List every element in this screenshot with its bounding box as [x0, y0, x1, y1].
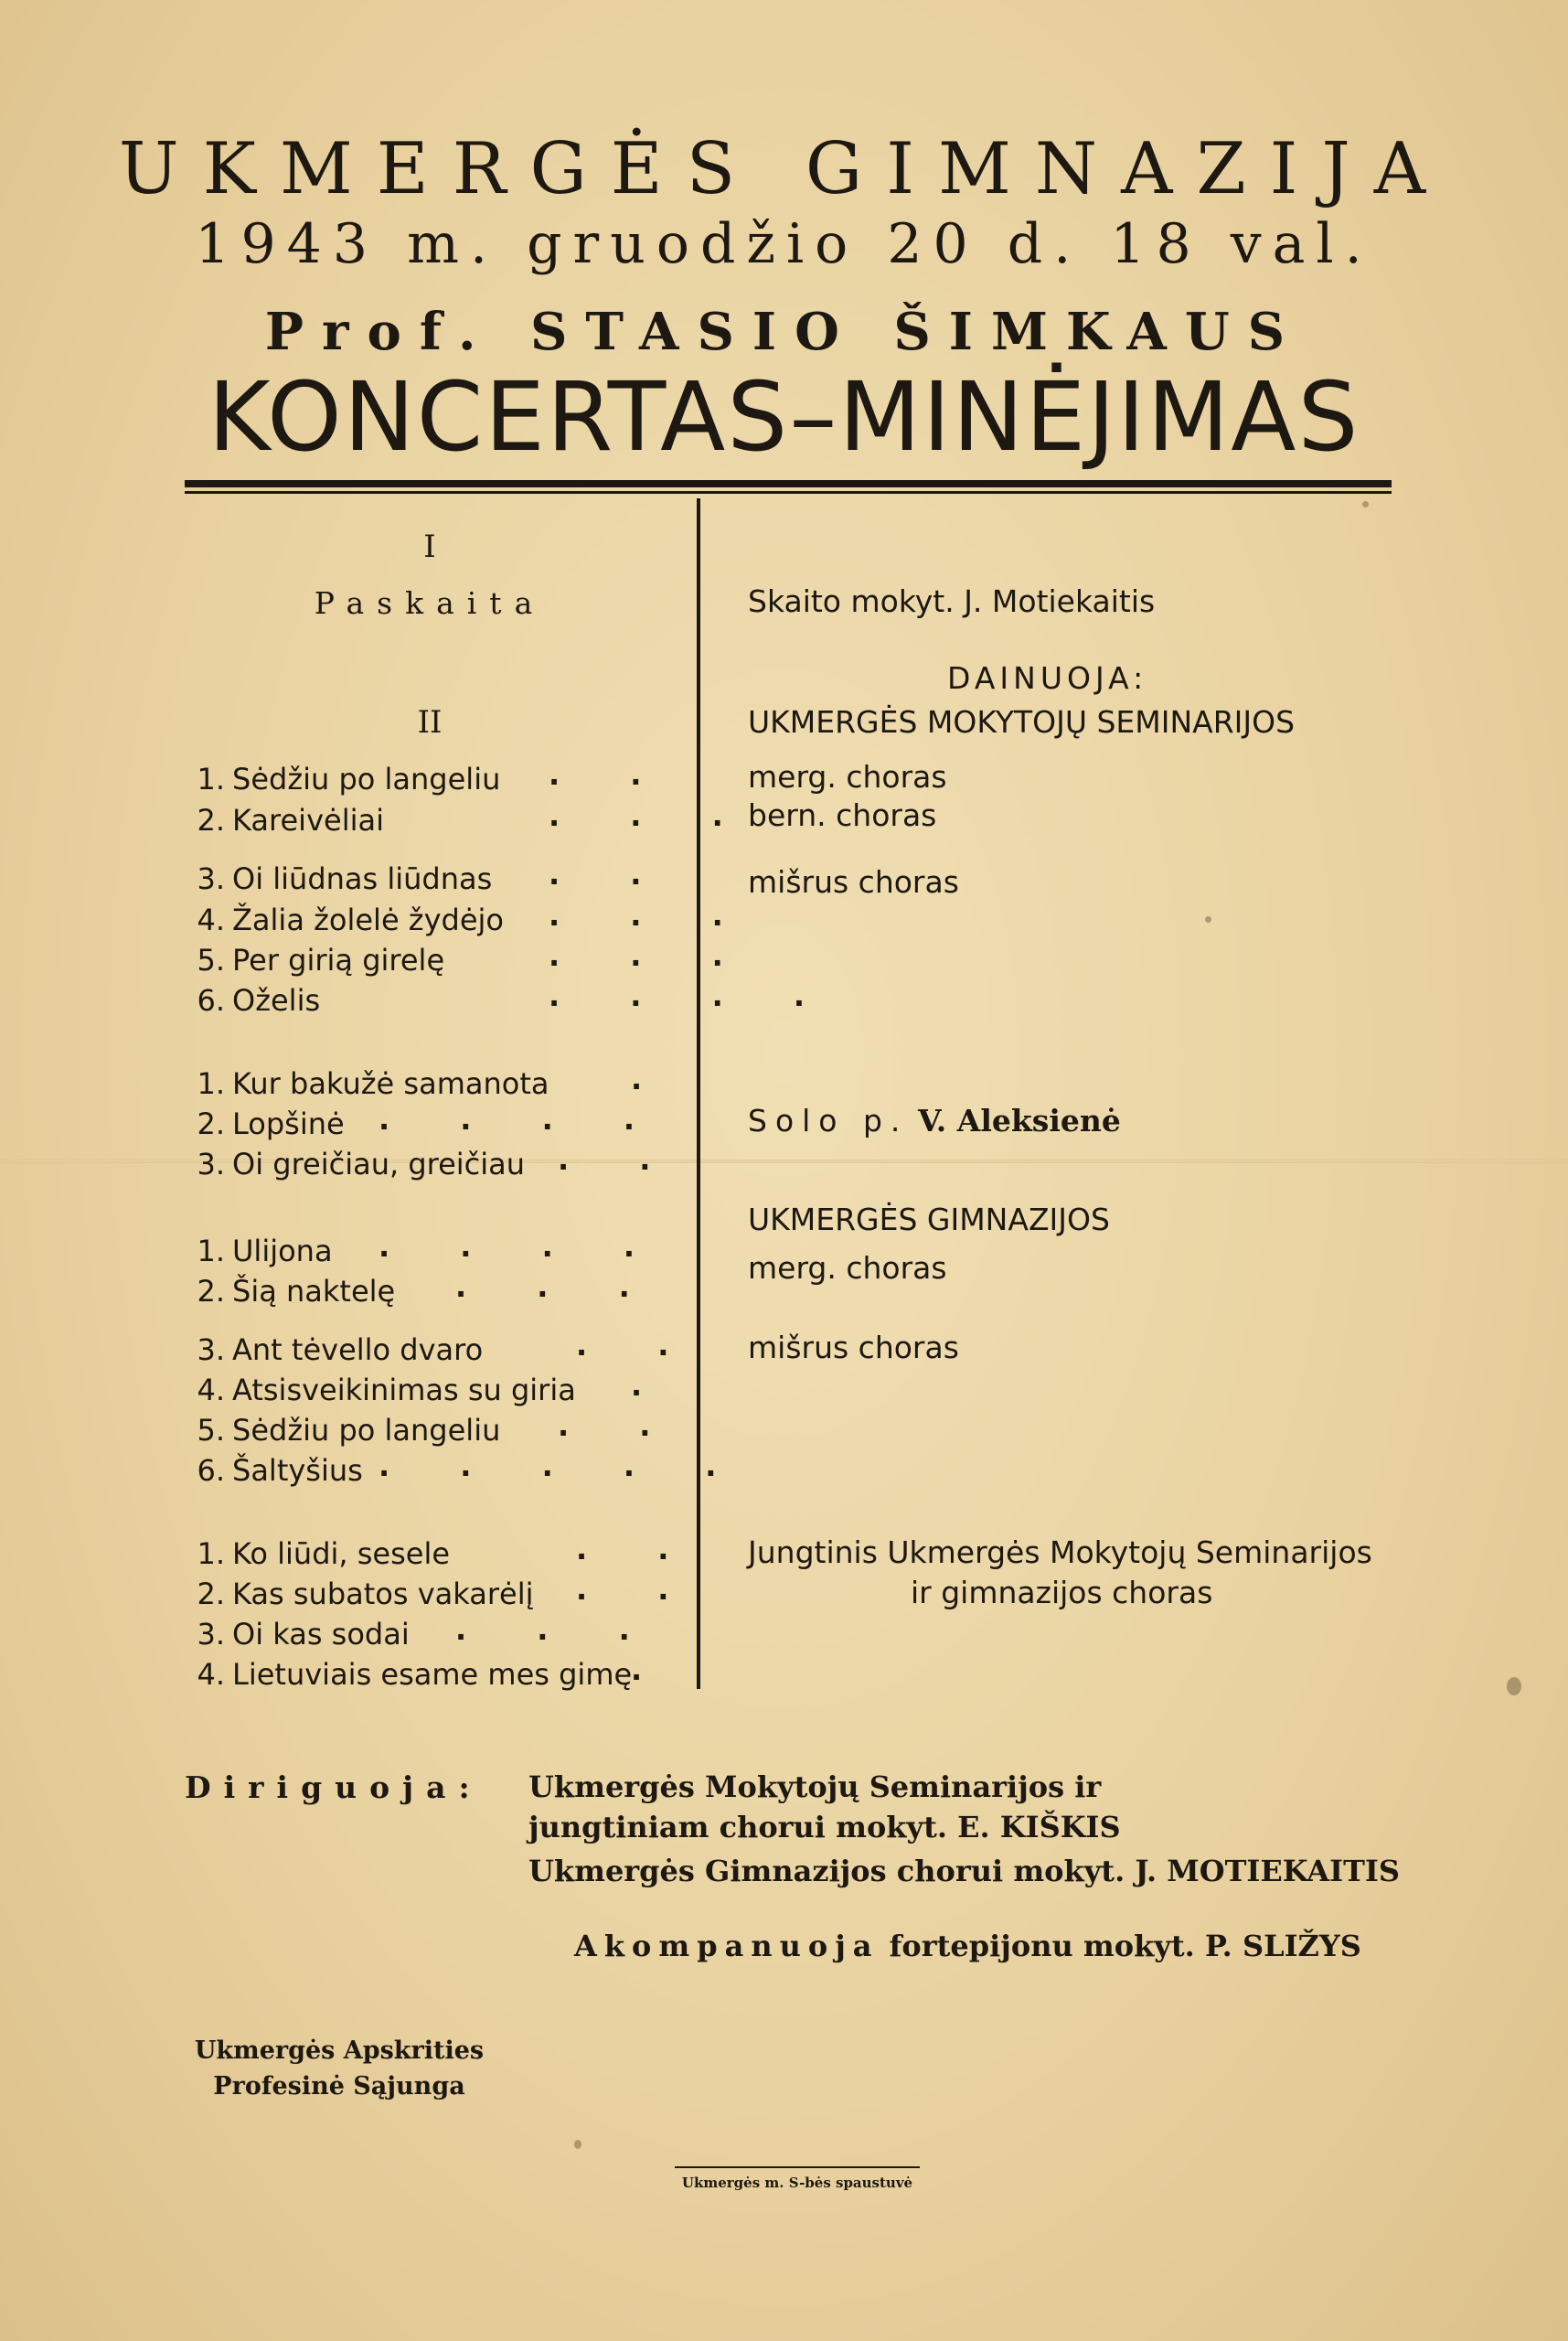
- conductor-line: Ukmergės Gimnazijos chorui mokyt. J. MOTIEKAITIS: [528, 1854, 1400, 1888]
- dot-leader: .: [631, 1062, 673, 1096]
- dot-leader: . .: [558, 1408, 681, 1443]
- concert-date: 1943 m. gruodžio 20 d. 18 val.: [195, 212, 1373, 276]
- program-item: 4. Žalia žolelė žydėjo: [197, 903, 504, 937]
- program-item: 5. Per girią girelę: [197, 943, 445, 978]
- performer-line: merg. choras: [748, 759, 947, 795]
- program-item: 3. Oi kas sodai: [197, 1617, 410, 1652]
- program-item: 5. Sėdžiu po langeliu: [197, 1413, 501, 1448]
- dot-leader: . .: [576, 1572, 699, 1607]
- dot-leader: . . .: [455, 1612, 660, 1647]
- part-one-numeral: I: [423, 529, 436, 565]
- dot-leader: . . . .: [549, 978, 836, 1013]
- column-divider: [697, 498, 700, 1689]
- performer-line: merg. choras: [748, 1250, 947, 1286]
- conductor-line: jungtiniam chorui mokyt. E. KIŠKIS: [528, 1810, 1121, 1844]
- paper-speck: [1205, 916, 1211, 923]
- concert-title: KONCERTAS–MINĖJIMAS: [208, 361, 1360, 473]
- program-item: 4. Atsisveikinimas su giria: [197, 1373, 576, 1407]
- soloist: Solo p. V. Aleksienė: [748, 1103, 1121, 1138]
- printer-credit: Ukmergės m. S-bės spaustuvė: [681, 2175, 913, 2191]
- dot-leader: . . .: [549, 938, 753, 973]
- accompanist: Akompanuoja fortepijonu mokyt. P. SLIŽYS: [574, 1929, 1361, 1963]
- program-item: 1. Ko liūdi, sesele: [197, 1536, 451, 1571]
- paper-speck: [1507, 1677, 1521, 1695]
- title-rule-thick: [185, 480, 1392, 487]
- composer-name: Prof. STASIO ŠIMKAUS: [264, 302, 1304, 362]
- conductor-line: Ukmergės Mokytojų Seminarijos ir: [528, 1769, 1102, 1804]
- program-item: 6. Šaltyšius: [197, 1453, 363, 1488]
- program-item: 2. Šią naktelę: [197, 1274, 396, 1309]
- sings-group: UKMERGĖS MOKYTOJŲ SEMINARIJOS: [748, 704, 1296, 740]
- performer-line: ir gimnazijos choras: [911, 1575, 1213, 1610]
- performer-line: mišrus choras: [748, 864, 959, 900]
- organizer-line: Profesinė Sąjunga: [213, 2072, 465, 2100]
- dot-leader: . .: [576, 1532, 699, 1566]
- program-item: 3. Ant tėvello dvaro: [197, 1332, 484, 1367]
- paper-speck: [1362, 501, 1369, 508]
- program-item: 3. Oi greičiau, greičiau: [197, 1147, 526, 1181]
- program-item: 6. Oželis: [197, 983, 321, 1018]
- dot-leader: .: [631, 1652, 673, 1687]
- printer-rule: [675, 2166, 920, 2168]
- program-item: 1. Sėdžiu po langeliu: [197, 762, 501, 796]
- performer-line: UKMERGĖS GIMNAZIJOS: [748, 1202, 1110, 1237]
- program-item: 1. Ulijona: [197, 1234, 333, 1268]
- part-two-numeral: II: [417, 704, 443, 741]
- conductors-label: Diriguoja:: [185, 1769, 483, 1805]
- dot-leader: . . .: [549, 798, 753, 833]
- dot-leader: . . . . .: [379, 1448, 747, 1483]
- performer-line: mišrus choras: [748, 1330, 959, 1365]
- program-item: 2. Kas subatos vakarėlį: [197, 1577, 534, 1611]
- school-name: UKMERGĖS GIMNAZIJA: [118, 128, 1450, 210]
- dot-leader: . . .: [549, 898, 753, 933]
- performer-line: bern. choras: [748, 797, 937, 833]
- dot-leader: .: [631, 1368, 673, 1403]
- paper-speck: [574, 2140, 581, 2149]
- dot-leader: . . .: [455, 1269, 660, 1304]
- lecture-label: Paskaita: [314, 585, 546, 621]
- lecture-reader: Skaito mokyt. J. Motiekaitis: [748, 583, 1156, 619]
- performer-line: Jungtinis Ukmergės Mokytojų Seminarijos: [748, 1534, 1372, 1570]
- dot-leader: . .: [576, 1328, 699, 1363]
- title-rule-thin: [185, 491, 1392, 494]
- dot-leader: . .: [549, 757, 672, 792]
- dot-leader: . .: [549, 857, 672, 892]
- program-item: 4. Lietuviais esame mes gimę: [197, 1657, 633, 1692]
- dot-leader: . . . .: [379, 1102, 666, 1137]
- organizer-line: Ukmergės Apskrities: [194, 2036, 485, 2065]
- dot-leader: . .: [558, 1142, 681, 1177]
- sings-label: DAINUOJA:: [947, 660, 1148, 696]
- program-item: 2. Lopšinė: [197, 1106, 345, 1141]
- program-item: 2. Kareivėliai: [197, 803, 384, 838]
- program-item: 1. Kur bakužė samanota: [197, 1066, 549, 1101]
- program-item: 3. Oi liūdnas liūdnas: [197, 861, 493, 896]
- dot-leader: . . . .: [379, 1229, 666, 1264]
